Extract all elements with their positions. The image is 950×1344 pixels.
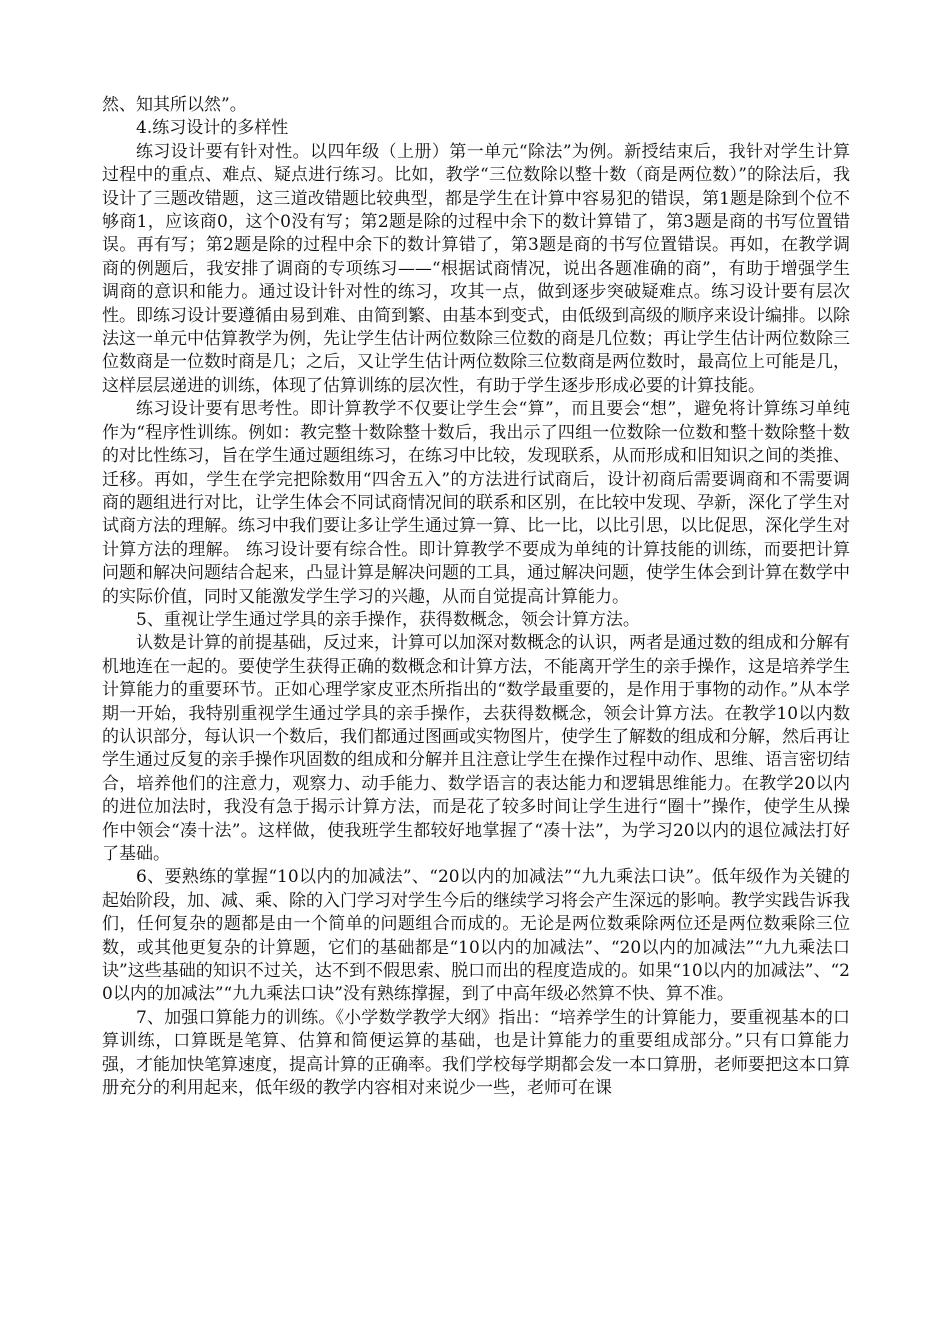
paragraph-basic-facts: 6、要熟练的掌握“10以内的加减法”、“20以内的加减法”“九九乘法口诀”。低年级作为关键的起始阶段，加、减、乘、除的入门学习对学生今后的继续学习将会产生深远的影响。教学实践告诉我们，任何复杂的题都是由一个简单的问题组合而成的。无论是两位数乘除两位还是两位数乘除三位数，或其他更复杂的计算题，它们的基础都是“10以内的加减法”、“20以内的加减法”“九九乘法口诀”这些基础的知识不过关，达不到不假思索、脱口而出的程度造成的。如果“10以内的加减法”、“20以内的加减法”“九九乘法口诀”没有熟练撑握，到了中高年级必然算不快、算不准。 bbox=[102, 867, 850, 1005]
paragraph-thinking-practice: 练习设计要有思考性。即计算教学不仅要让学生会“算”，而且要会“想”，避免将计算练习单纯作为“程序性训练。例如：教完整十数除整十数后，我出示了四组一位数除一位数和整十数除整十数的对比性练习，旨在学生通过题组练习，在练习中比较，发现联系，从而形成和旧知识之间的类推、迁移。再如，学生在学完把除数用“四舍五入”的方法进行试商后，设计初商后需要调商和不需要调商的题组进行对比，让学生体会不同试商情况间的联系和区别，在比较中发现、孕新，深化了学生对试商方法的理解。练习中我们要让多让学生通过算一算、比一比，以比引思，以比促思，深化学生对计算方法的理解。 练习设计要有综合性。即计算教学不要成为单纯的计算技能的训练，而要把计算问题和解决问题结合起来，凸显计算是解决问题的工具，通过解决问题，使学生体会到计算在数学中的实际价值，同时又能激发学生学习的兴趣，从而自觉提高计算能力。 bbox=[102, 399, 850, 607]
paragraph-number-concept: 认数是计算的前提基础，反过来，计算可以加深对数概念的认识，两者是通过数的组成和分解有机地连在一起的。要使学生获得正确的数概念和计算方法，不能离开学生的亲手操作，这是培养学生计算能力的重要环节。正如心理学家皮亚杰所指出的“数学最重要的，是作用于事物的动作。”从本学期一开始，我特别重视学生通过学具的亲手操作，去获得数概念，领会计算方法。在教学10以内数的认识部分，每认识一个数后，我们都通过图画或实物图片，使学生了解数的组成和分解，然后再让学生通过反复的亲手操作巩固数的组成和分解并且注意让学生在操作过程中动作、思维、语言密切结合，培养他们的注意力，观察力、动手能力、数学语言的表达能力和逻辑思维能力。在教学20以内的进位加法时，我没有急于揭示计算方法，而是花了较多时间让学生进行“圈十”操作，使学生从操作中领会“凑十法”。这样做，使我班学生都较好地掌握了“凑十法”，为学习20以内的退位减法打好了基础。 bbox=[102, 633, 850, 864]
section-heading-5: 5、重视让学生通过学具的亲手操作，获得数概念，领会计算方法。 bbox=[136, 609, 640, 630]
paragraph-mental-arithmetic: 7、加强口算能力的训练。《小学数学教学大纲》指出：“培养学生的计算能力，要重视基本的口算训练，口算既是笔算、估算和简便运算的基础，也是计算能力的重要组成部分。”只有口算能力强，才能加快笔算速度，提高计算的正确率。我们学校每学期都会发一本口算册，老师要把这本口算册充分的利用起来，低年级的教学内容相对来说少一些，老师可在课 bbox=[102, 1007, 850, 1099]
section-heading-4: 4.练习设计的多样性 bbox=[136, 118, 289, 139]
paragraph-continued: 然、知其所以然”。 bbox=[102, 95, 247, 115]
document-page bbox=[102, 94, 850, 1100]
paragraph-targeted-practice: 练习设计要有针对性。以四年级（上册）第一单元“除法”为例。新授结束后，我针对学生计算过程中的重点、难点、疑点进行练习。比如，教学“三位数除以整十数（商是两位数）”的除法后，我设计了三题改错题，这三道改错题比较典型，都是学生在计算中容易犯的错误，第1题是除到个位不够商1，应该商0，这个0没有写；第2题是除的过程中余下的数计算错了，第3题是商的书写位置错误。再有写；第2题是除的过程中余下的数计算错了，第3题是商的书写位置错误。再如，在教学调商的例题后，我安排了调商的专项练习——“根据试商情况，说出各题准确的商”，有助于增强学生调商的意识和能力。通过设计针对性的练习，攻其一点，做到逐步突破疑难点。练习设计要有层次性。即练习设计要遵循由易到难、由简到繁、由基本到变式，由低级到高级的顺序来设计编排。以除法这一单元中估算教学为例，先让学生估计两位数除三位数的商是几位数；再让学生估计两位数除三位数商是一位数时商是几；之后，又让学生估计两位数除三位数商是两位数时，最高位上可能是几，这样层层递进的训练，体现了估算训练的层次性，有助于学生逐步形成必要的计算技能。 bbox=[102, 141, 850, 396]
